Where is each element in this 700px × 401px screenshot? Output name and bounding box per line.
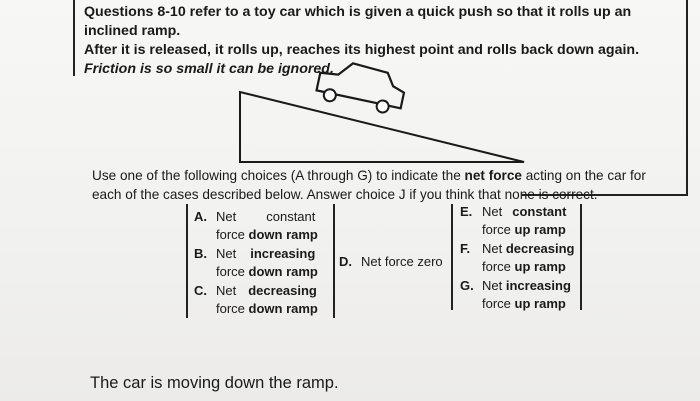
left-group-line-left [186, 204, 188, 318]
choice-a-letter: A. [194, 209, 207, 224]
right-group-line-right [580, 204, 582, 310]
choice-a [194, 208, 318, 244]
choice-c-letter: C. [194, 283, 207, 298]
choice-c-force: force [216, 301, 245, 316]
intro-line-1: Questions 8-10 refer to a toy car which is given a quick push so that it rolls up an inclined ramp. [84, 4, 632, 39]
choice-g [460, 277, 571, 313]
choice-a-word1: Net [216, 209, 237, 224]
instr-part-1: Use one of the following choices (A through G) to indicate the [92, 168, 465, 183]
frame-left-line [73, 0, 75, 76]
choice-f-letter: F. [460, 241, 471, 256]
instr-part-2: acting on the car for [521, 168, 646, 183]
choice-g-letter: G. [460, 278, 474, 293]
choice-b-word1: Net [216, 246, 237, 261]
choice-d-letter: D. [339, 254, 352, 269]
instructions [92, 166, 692, 204]
intro-line-3: Friction is so small it can be ignored. [84, 61, 334, 77]
choice-b-letter: B. [194, 246, 207, 261]
choice-d [339, 253, 443, 271]
choice-c-direction: down ramp [248, 301, 318, 316]
choice-g-force: force [482, 296, 511, 311]
instr-emphasis: net force [464, 168, 522, 183]
choice-d-text: Net force zero [361, 254, 443, 269]
ramp-diagram [238, 62, 528, 166]
choice-f-word2: decreasing [505, 241, 575, 256]
intro-line-2: After it is released, it rolls up, reaches its highest point and rolls back down again. [84, 42, 640, 58]
choice-g-direction: up ramp [514, 296, 566, 311]
choice-f-word1: Net [482, 241, 503, 256]
choice-f [460, 240, 575, 276]
instr-line-2: each of the cases described below. Answer choice J if you think that none is correct. [92, 187, 598, 202]
choice-f-force: force [482, 259, 511, 274]
choice-a-word2: constant [266, 209, 316, 224]
choice-a-force: force [216, 227, 245, 242]
choice-e-word1: Net [482, 204, 503, 219]
choice-e-force: force [482, 222, 511, 237]
choice-g-word1: Net [482, 278, 503, 293]
car-wheel-back [376, 99, 390, 113]
choice-f-direction: up ramp [514, 259, 566, 274]
toy-car [315, 62, 408, 116]
choice-e-letter: E. [460, 204, 473, 219]
choice-b-force: force [216, 264, 245, 279]
choice-e [460, 203, 566, 239]
choice-g-word2: increasing [505, 278, 571, 293]
right-group-line-left [451, 204, 453, 310]
case-statement: The car is moving down the ramp. [90, 374, 339, 392]
choice-e-direction: up ramp [514, 222, 566, 237]
choice-e-word2: constant [512, 204, 567, 219]
choice-b [194, 245, 318, 281]
choice-c [194, 282, 318, 318]
choice-a-direction: down ramp [248, 227, 318, 242]
choice-b-direction: down ramp [248, 264, 318, 279]
left-group-line-right [333, 204, 335, 318]
choice-c-word1: Net [216, 283, 237, 298]
choice-b-word2: increasing [250, 246, 316, 261]
choice-c-word2: decreasing [248, 283, 317, 298]
car-wheel-front [323, 88, 337, 102]
